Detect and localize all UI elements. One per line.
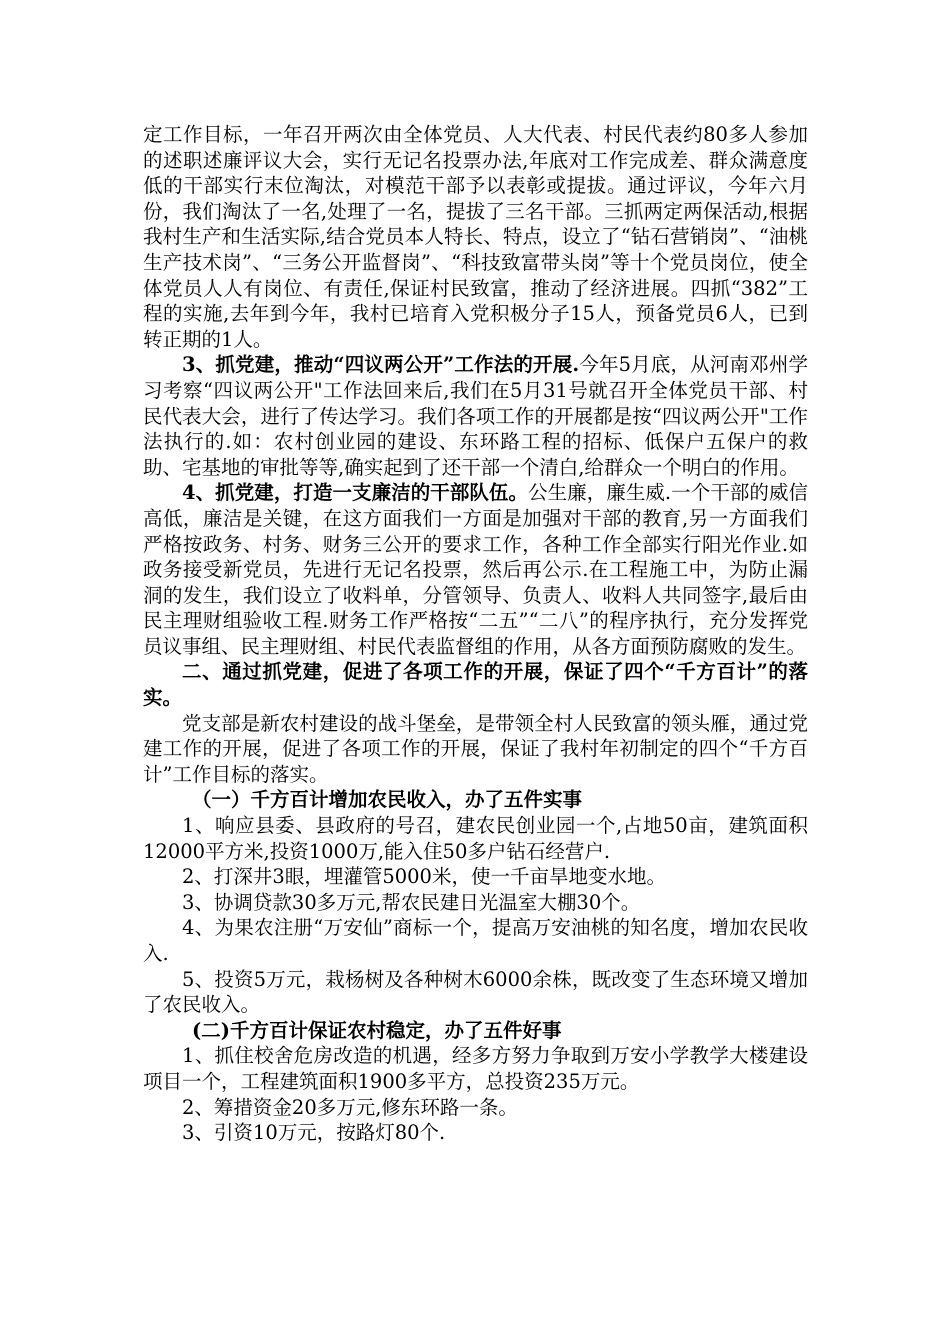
list-item: 2、打深井3眼，埋灌管5000米，使一千亩旱地变水地。 xyxy=(182,865,666,889)
subsection-heading-2: (二)千方百计保证农村稳定，办了五件好事 xyxy=(192,1018,562,1042)
section-2-intro: 党支部是新农村建设的战斗堡垒，是带领全村人民致富的领头雁，通过党建工作的开展，促进了各项工作的开展，保证了我村年初制定的四个“千方百计”工作目标的落实。 xyxy=(143,711,808,786)
list-item: 3、协调贷款30多万元,帮农民建日光温室大棚30个。 xyxy=(182,890,641,914)
list-item: 5、投资5万元，栽杨树及各种树木6000余株，既改变了生态环境又增加了农民收入。 xyxy=(143,967,808,1017)
paragraph-continued: 定工作目标，一年召开两次由全体党员、人大代表、村民代表约80多人参加的述职述廉评议大会，实行无记名投票办法,年底对工作完成差、群众满意度低的干部实行末位淘汰，对模范干部予以表彰或提拔。通过评议，今年六月份，我们淘汰了一名,处理了一名，提拔了三名干部。三抓两定两保活动,根据我村生产和生活实际,结合党员本人特长、特点，设立了“钻石营销岗”、“油桃生产技术岗”、“三务公开监督岗”、“科技致富带头岗”等十个党员岗位，使全体党员人人有岗位、有责任,保证村民致富，推动了经济进展。四抓“382”工程的实施,去年到今年，我村已培育入党积极分子15人，预备党员6人，已到转正期的1人。 xyxy=(143,123,808,351)
list-item: 4、为果农注册“万安仙”商标一个，提高万安油桃的知名度，增加农民收入. xyxy=(143,916,808,965)
list-item: 1、响应县委、县政府的号召，建农民创业园一个,占地50亩，建筑面积12000平方米,投资1000万,能入住50多户钻石经营户. xyxy=(143,814,808,863)
document-body xyxy=(143,122,808,1146)
section-heading-2: 二、通过抓党建，促进了各项工作的开展，保证了四个“千方百计”的落实。 xyxy=(143,660,808,710)
item-4-heading: 4、抓党建，打造一支廉洁的干部队伍。 xyxy=(182,481,529,505)
item-3-heading: 3、抓党建，推动“四议两公开”工作法的开展. xyxy=(182,353,580,377)
list-item: 3、引资10万元，按路灯80个. xyxy=(182,1121,446,1145)
subsection-heading-1: （一）千方百计增加农民收入，办了五件实事 xyxy=(192,788,583,812)
list-item: 1、抓住校舍危房改造的机遇，经多方努力争取到万安小学教学大楼建设项目一个，工程建筑面积1900多平方，总投资235万元。 xyxy=(143,1044,808,1093)
item-4-text: 公生廉，廉生威.一个干部的威信高低，廉洁是关键，在这方面我们一方面是加强对干部的教育,另一方面我们严格按政务、村务、财务三公开的要求工作，各种工作全部实行阳光作业.如政务接受新党员，先进行无记名投票，然后再公示.在工程施工中，为防止漏洞的发生，我们设立了收料单，分管领导、负责人、收料人共同签字,最后由民主理财组验收工程.财务工作严格按“二五”“二八”的程序执行，充分发挥党员议事组、民主理财组、村民代表监督组的作用，从各方面预防腐败的发生。 xyxy=(143,481,808,658)
paragraph-item-4 xyxy=(143,480,808,659)
paragraph-item-3 xyxy=(143,352,808,480)
list-item: 2、筹措资金20多万元,修东环路一条。 xyxy=(182,1095,518,1119)
item-3-text: 今年5月底，从河南邓州学习考察“四议两公开"工作法回来后,我们在5月31号就召开全体党员干部、村民代表大会，进行了传达学习。我们各项工作的开展都是按“四议两公开"工作法执行的.如：农村创业园的建设、东环路工程的招标、低保户五保户的救助、宅基地的审批等等,确实起到了还干部一个清白,给群众一个明白的作用。 xyxy=(143,353,808,479)
